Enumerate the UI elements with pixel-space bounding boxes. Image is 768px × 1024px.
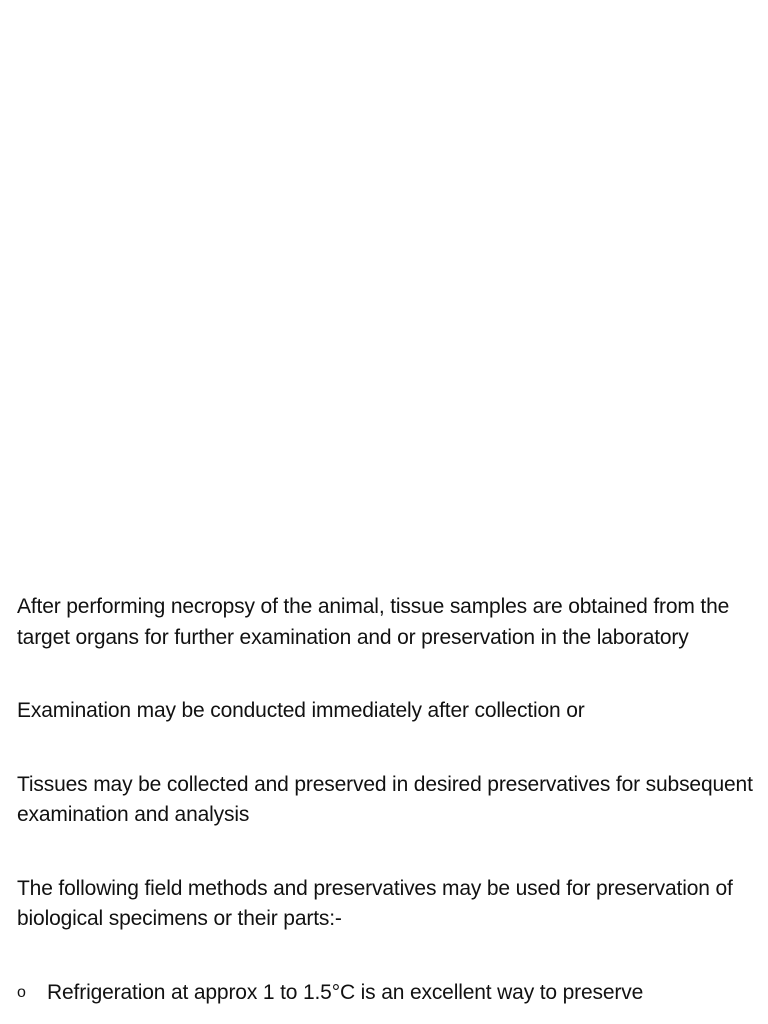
paragraph-field-methods: The following field methods and preservatives may be used for preservation of biological specimens or their parts:- (17, 876, 733, 930)
document-body (17, 592, 757, 1008)
preservation-methods-list (17, 978, 757, 1009)
paragraph-necropsy: After performing necropsy of the animal, tissue samples are obtained from the target organs for further examination and or preservation in the laboratory (17, 595, 730, 649)
circle-bullet-icon: o (17, 983, 26, 1001)
list-item-text: Refrigeration at approx 1 to 1.5°C is an excellent way to preserve (47, 980, 644, 1004)
paragraph-tissues: Tissues may be collected and preserved in desired preservatives for subsequent examination and analysis (17, 772, 753, 826)
paragraph-examination: Examination may be conducted immediately after collection or (17, 699, 585, 722)
list-item (17, 978, 757, 1009)
